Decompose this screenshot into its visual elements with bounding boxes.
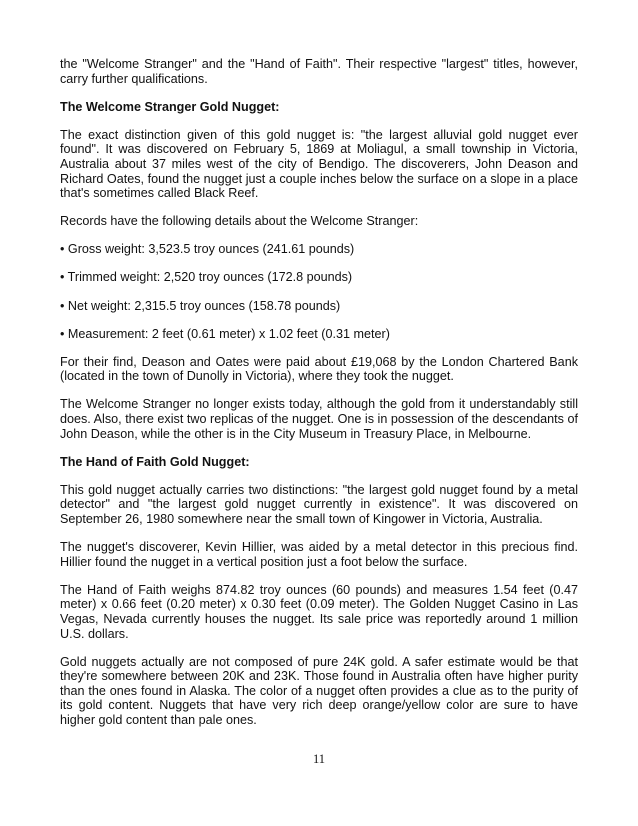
document-body: [60, 57, 578, 741]
paragraph-discoverer: The nugget's discoverer, Kevin Hillier, was aided by a metal detector in this precious find. Hillier found the nugget in a vertical position just a foot below the surface.: [60, 540, 578, 569]
section-heading-hand-of-faith: The Hand of Faith Gold Nugget:: [60, 454, 250, 469]
bullet-trimmed-weight: • Trimmed weight: 2,520 troy ounces (172.8 pounds): [60, 270, 353, 285]
paragraph-records-intro: Records have the following details about the Welcome Stranger:: [60, 214, 419, 229]
page-number: 11: [312, 752, 326, 766]
paragraph-payment: For their find, Deason and Oates were paid about £19,068 by the London Chartered Bank (located in the town of Dunolly in Victoria), where they took the nugget.: [60, 354, 578, 384]
bullet-net-weight: • Net weight: 2,315.5 troy ounces (158.78 pounds): [60, 298, 341, 313]
paragraph-welcome-stranger-distinction: The exact distinction given of this gold nugget is: "the largest alluvial gold nugget ever found". It was discovered on February 5, 1869 at Moliagul, a small township in Victoria, Australia about 37 miles west of the city of Bendigo. The discoverers, John Deason and Richard Oates, found the nugget just a couple inches below the surface on a slope in a place that's sometimes called Black Reef.: [60, 127, 578, 201]
bullet-measurement: • Measurement: 2 feet (0.61 meter) x 1.02 feet (0.31 meter): [60, 326, 390, 341]
paragraph-intro-continuation: the "Welcome Stranger" and the "Hand of Faith". Their respective "largest" titles, however, carry further qualifications.: [60, 57, 578, 86]
bullet-gross-weight: • Gross weight: 3,523.5 troy ounces (241.61 pounds): [60, 242, 355, 257]
paragraph-hand-of-faith-weight: The Hand of Faith weighs 874.82 troy ounces (60 pounds) and measures 1.54 feet (0.47 meter) x 0.66 feet (0.20 meter) x 0.30 feet (0.09 meter). The Golden Nugget Casino in Las Vegas, Nevada currently houses the nugget. Its sale price was reportedly around 1 million U.S. dollars.: [60, 582, 578, 641]
section-heading-welcome-stranger: The Welcome Stranger Gold Nugget:: [60, 99, 280, 114]
paragraph-gold-purity: Gold nuggets actually are not composed of pure 24K gold. A safer estimate would be that they're somewhere between 20K and 23K. Those found in Australia often have higher purity than the ones found in Alaska. The color of a nugget often provides a clue as to the purity of its gold content. Nuggets that have very rich deep orange/yellow color are sure to have higher gold content than pale ones.: [60, 654, 578, 727]
paragraph-hand-of-faith-distinctions: This gold nugget actually carries two distinctions: "the largest gold nugget found by a metal detector" and "the largest gold nugget currently in existence". It was discovered on September 26, 1980 somewhere near the small town of Kingower in Victoria, Australia.: [60, 482, 578, 526]
paragraph-replicas: The Welcome Stranger no longer exists today, although the gold from it understandably still does. Also, there exist two replicas of the nugget. One is in possession of the descendants of John Deason, while the other is in the City Museum in Treasury Place, in Melbourne.: [60, 397, 578, 441]
